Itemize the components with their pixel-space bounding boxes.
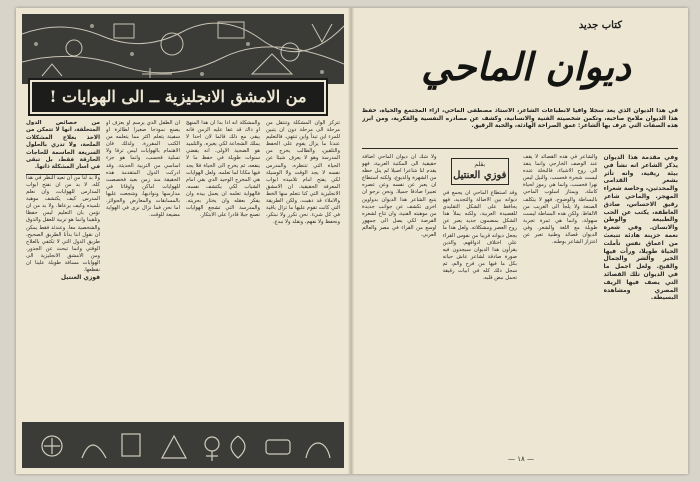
left-column-4-text: ولا بد لنا من ان نعيد النظر في هذا كله. لا بد من ان نفتح ابواب المدارس للهوايات، وان نعلم المدرس كيف يكتشف موهبة تلميذه وكيف يرعاها. ولا بد من ان نؤمن بان التعليم ليس حفظا وتلقينا وانما هو تربية للعقل والذوق والشخصية معا. وعندئذ فقط يمكن ان نقول اننا بدأنا الطريق الصحيح، طريق الدول التي لا تكتفي بالعلاج الوقتي وانما تبحث عن الجذور. ومن الامشق الانجليزية الى الهوايات مسافة طويلة علينا ان نقطعها. (26, 174, 100, 274)
left-column-2 (186, 120, 260, 420)
bottom-illustration (22, 422, 344, 468)
right-column-3 (443, 154, 518, 450)
right-title: ديوان الماحي (421, 44, 631, 89)
byline-box (451, 158, 510, 185)
right-page (352, 8, 688, 474)
byline-name: فوزي العنتيل (453, 170, 507, 181)
left-column-1 (266, 120, 340, 420)
left-column-3 (106, 120, 180, 420)
left-column-2-text: والمشكلة انه اذا بدا ان هذا المنهج او ذاك قد عفا عليه الزمن فانه يبقى مع ذلك قائما لان احدا لا يملك الشجاعة لكي يغيره. والتلميذ هو الضحية الاولى. انه يقضي سنوات طويلة في حفظ ما لا ينفعه، ثم يخرج الى الحياة فلا يجد فيها مكانا لما تعلمه. ولعل الهوايات هي المخرج الوحيد الذي بقي امام الشباب لكي يكتشف نفسه، فالهواية تعلمه ان يعمل بيده وان يفكر بعقله وان يختار بحريته. والمدرسة التي تشجع الهوايات تصنع جيلا قادرا على الابتكار. (186, 120, 260, 219)
left-signature: فوزي العنتيل (60, 274, 100, 282)
right-lead-paragraph: في هذا الديوان الذي يعد سجلا وافيا لانطباعات الشاعر، الاستاذ مصطفى الماحي، ازاء المجتمع والحياة، حفظ هذا الديوان ملامح صاحبه، وتكمن شخصيته الفنية والانسانية، وكشف عن مصادره النفسية والفكرية، ومن ابرز هذه الصفات التي عرف بها الشاعر: عمق الصراحة الهادئة، والحبة الرقيق. (362, 108, 678, 149)
book-kicker: كتاب جديد (578, 20, 622, 31)
left-column-3-text: ان الطفل الذي يرسم او يعزف او يصنع نموذجا صغيرا لطائرة او سفينة يتعلم اكثر مما يتعلمه من الكتب المقررة. ولذلك فان الاهتمام بالهوايات ليس ترفا ولا تسلية فحسب، وانما هو جزء اساسي من التربية الحديثة. وقد ادركت الدول المتقدمة هذه الحقيقة منذ زمن بعيد فخصصت للهوايات اماكن واوقاتا في مدارسها ونواديها، وشجعت عليها بالمسابقات والمعارض والجوائز. اما نحن فما نزال نرى في الهواية مضيعة للوقت. (106, 120, 180, 219)
right-column-4 (362, 154, 437, 450)
left-article-columns (26, 120, 340, 420)
right-column-1 (604, 154, 679, 450)
right-column-1-text: وفي مقدمة هذا الديوان يذكر الشاعر انه نشأ في بيئة ريفية، وانه تأثر بشعر القدامى والمحدثين، وخاصة شعراء المهجر. والماحي شاعر رقيق الاحساس، صادق العاطفة، يكتب عن الحب والطبيعة والوطن والانسان. وفي شعره نغمة حزينة هادئة تنبعث من اعماق نفس تأملت الحياة طويلا، ورأت فيها الخير والشر والجمال والقبح. ولعل اجمل ما في الديوان تلك القصائد التي يصف فيها الريف المصري ومشاهده البسيطة. (603, 154, 678, 302)
right-article-columns (362, 154, 678, 450)
right-column-3-text: وقد استطاع الماحي ان يجمع في ديوانه بين الاصالة والتجديد، فهو يحافظ على الشكل التقليدي للقصيدة العربية، ولكنه يملأ هذا الشكل بمضمون جديد يعبر عن روح العصر ومشكلاته. ولعل هذا ما يجعل ديوانه قريبا من نفوس القراء على اختلاف اذواقهم. والذين يقرأون هذا الديوان سيجدون فيه صورة صادقة لشاعر عاش حياته بكل ما فيها من فرح والم، ثم سجل ذلك كله في ابيات رقيقة تحمل نبض قلبه. (442, 190, 517, 282)
byline-prefix: بقلم (474, 161, 486, 168)
left-callout: من خصائص الدول المتخلفة، انها لا تتمكن من الاخذ بعلاج المشكلات الملحة، ولا تدري بالحلول السريعة الحاسمة للحاجات الحارقة فقط، بل تبقى في اسار المشكلة ذاتها. (26, 120, 100, 175)
magazine-spread (16, 8, 688, 474)
right-column-4-text: ولا شك ان ديوان الماحي اضافة حقيقية الى المكتبة العربية، فهو يقدم لنا شاعرا اصيلا لم ينل حظه من الشهرة والذيوع، ولكنه استطاع ان يعبر عن نفسه وعن عصره تعبيرا صادقا جميلا. ونحن نرجو ان يتبع الشاعر هذا الديوان بدواوين اخرى تكشف عن جوانب جديدة من موهبته الفنية، وان تتاح لشعره الفرصة لكي يصل الى جمهور اوسع من القراء في مصر والعالم العربي. (362, 154, 437, 239)
left-column-4 (26, 120, 100, 420)
top-illustration (22, 14, 344, 84)
left-page (16, 8, 350, 474)
right-column-2 (523, 154, 598, 450)
right-column-2-text: والشاعر في هذه القصائد لا يقف عند الوصف الخارجي وانما ينفذ الى روح الاشياء، فالنخلة عنده ليست شجرة فحسب، والنيل ليس نهرا فحسب، وانما هي رموز لحياة كاملة. ويمتاز اسلوب الماحي بالبساطة والوضوح، فهو لا يتكلف الصنعة ولا يلجأ الى الغريب من الالفاظ. ولكن هذه البساطة ليست سهولة، وانما هي ثمرة تجربة طويلة مع اللغة والشعر. وفي الديوان قصائد وطنية تعبر عن اعتزاز الشاعر بوطنه. (523, 154, 598, 246)
page-number: — ١٨ — (508, 455, 534, 463)
left-column-1-text: تتركز الوان المشكلة وتنتقل من مرحلة الى مرحلة دون ان يتبين للمرء اين تبدأ واين تنتهي. فالتعليم عندنا ما يزال يقوم على الحفظ والتلقين، والطالب يخرج من المدرسة وهو لا يعرف شيئا عن الحياة التي تنتظره. والمدرس نفسه لا يجد الوقت ولا الوسيلة لكي يفتح امام تلاميذه ابواب المعرفة الحقيقية. ان الامشق الانجليزية التي كنا نتعلم منها الخط والاملاء قد ذهبت، ولكن الطريقة التي كانت تقوم عليها ما تزال باقية في كل شيء. نحن نكرر ولا نبتكر، ونحفظ ولا نفهم، ونقلد ولا نبدع. (266, 120, 340, 226)
left-headline: من الامشق الانجليزية ــ الى الهوايات ! (30, 80, 326, 114)
